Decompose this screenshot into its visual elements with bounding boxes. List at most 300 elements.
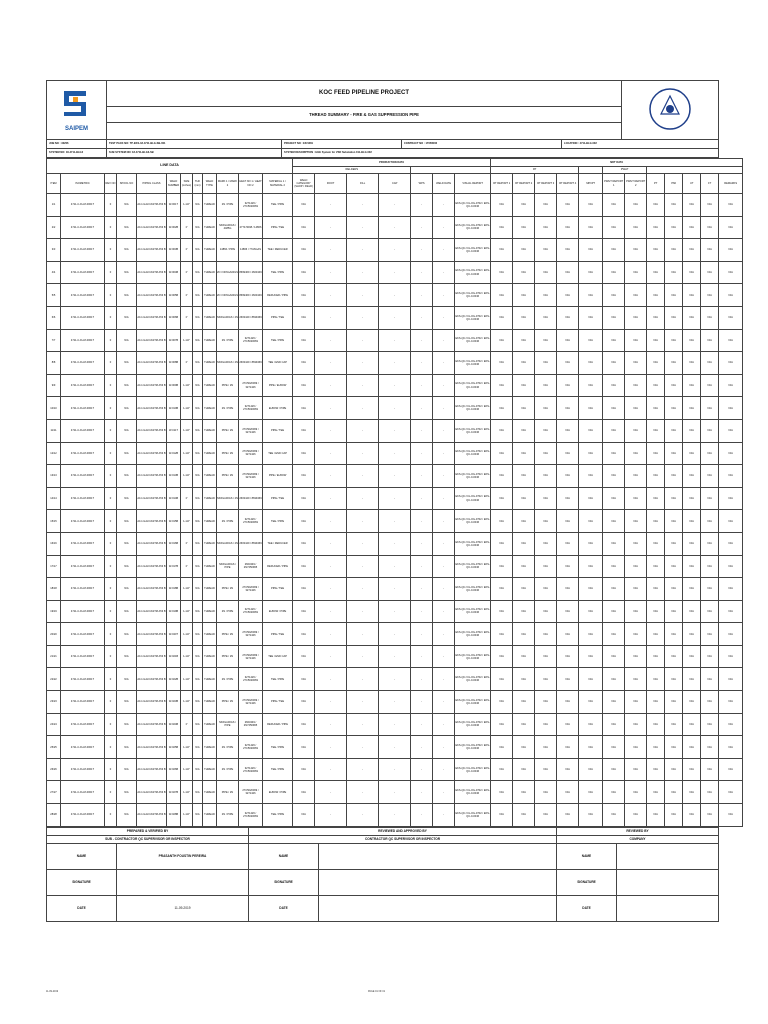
- cell-ndt-1: N/A: [513, 510, 535, 533]
- cell-rev: 0: [105, 442, 117, 465]
- cell-ndt-4: N/A: [579, 419, 603, 442]
- cell-ndt-9: N/A: [683, 713, 701, 736]
- cell-mark: PIPE / 2N: [217, 645, 239, 668]
- cell-mark: NK6GA00GS / PIPE: [217, 555, 239, 578]
- cell-ndt-8: N/A: [665, 713, 683, 736]
- cell-material: TEE / PIPE: [263, 510, 293, 533]
- cell-heat: 27C5020069 / 3271426: [239, 645, 263, 668]
- cell-production-2: -: [379, 465, 411, 488]
- cell-isometric: 4711-C-FH-8-0001T: [61, 397, 105, 420]
- cell-heat: 2603449 / 2N7450995: [239, 713, 263, 736]
- cell-ndt-0: N/A: [491, 758, 513, 781]
- cell-production-4: -: [433, 487, 455, 510]
- header-table: [46, 80, 719, 158]
- cell-ndt-6: N/A: [625, 623, 647, 646]
- cell-ndt-8: N/A: [665, 442, 683, 465]
- cell-production-1: -: [347, 532, 379, 555]
- cell-ndt-6: N/A: [625, 306, 647, 329]
- cell-rev: 0: [105, 216, 117, 239]
- cell-rev: 0: [105, 804, 117, 827]
- prepared-name: PRASANTH FOUSTIN PEREIRA: [117, 843, 249, 869]
- cell-weld-category: N/A: [293, 668, 315, 691]
- cell-ndt-1: N/A: [513, 736, 535, 759]
- reviewed-signature-label: SIGNATURE: [249, 869, 319, 895]
- cell-ndt-11: N/A: [719, 194, 743, 217]
- cell-ndt-7: N/A: [647, 736, 665, 759]
- cell-weld-number: W-013B: [167, 465, 181, 488]
- cell-ndt-11: N/A: [719, 645, 743, 668]
- cell-production-1: -: [347, 465, 379, 488]
- cell-ndt-10: N/A: [701, 487, 719, 510]
- cell-weld-type: THREAD: [203, 578, 217, 601]
- table-row: [47, 239, 743, 262]
- cell-weld-number: W-019B: [167, 600, 181, 623]
- cell-ndt-8: N/A: [665, 419, 683, 442]
- cell-production-0: -: [315, 487, 347, 510]
- cell-production-0: -: [315, 578, 347, 601]
- cell-visual: EKS-QC-VI-LOG-0702 / EKS-QC-0-0046: [455, 329, 491, 352]
- project-no: PROJECT NO : EF/1681: [282, 140, 402, 149]
- cell-weld-category: N/A: [293, 532, 315, 555]
- cell-ndt-10: N/A: [701, 758, 719, 781]
- col-mark: MARK 1 / MARK 2: [217, 174, 239, 194]
- cell-material: TEE / END CAP: [263, 442, 293, 465]
- cell-ndt-10: N/A: [701, 510, 719, 533]
- table-row: [47, 532, 743, 555]
- cell-ndt-1: N/A: [513, 419, 535, 442]
- cell-ndt-8: N/A: [665, 804, 683, 827]
- cell-isometric: 4711-C-FH-8-0001T: [61, 306, 105, 329]
- cell-ndt-1: N/A: [513, 713, 535, 736]
- cell-rev: 0: [105, 555, 117, 578]
- cell-production-2: -: [379, 691, 411, 714]
- cell-material: ELBOW / PIPE: [263, 397, 293, 420]
- cell-ndt-9: N/A: [683, 442, 701, 465]
- cell-production-0: -: [315, 194, 347, 217]
- cell-thk: N/A: [193, 600, 203, 623]
- cell-ndt-10: N/A: [701, 736, 719, 759]
- cell-item: 27/27: [47, 781, 61, 804]
- cell-ndt-11: N/A: [719, 465, 743, 488]
- cell-thk: N/A: [193, 532, 203, 555]
- cell-ndt-10: N/A: [701, 352, 719, 375]
- cell-ndt-0: N/A: [491, 487, 513, 510]
- cell-production-1: -: [347, 781, 379, 804]
- col-isometric: ISOMETRIC: [61, 174, 105, 194]
- cell-ndt-8: N/A: [665, 397, 683, 420]
- cell-ndt-7: N/A: [647, 374, 665, 397]
- cell-ndt-11: N/A: [719, 419, 743, 442]
- cell-ndt-9: N/A: [683, 668, 701, 691]
- cell-production-0: -: [315, 736, 347, 759]
- cell-spool: N/A: [117, 645, 137, 668]
- cell-production-2: -: [379, 194, 411, 217]
- cell-ndt-1: N/A: [513, 352, 535, 375]
- cell-visual: EKS-QC-VI-LOG-0702 / EKS-QC-0-0046: [455, 194, 491, 217]
- cell-ndt-0: N/A: [491, 555, 513, 578]
- cell-heat: 27C5020069 / 3271426: [239, 465, 263, 488]
- cell-ndt-6: N/A: [625, 465, 647, 488]
- cell-visual: EKS-QC-VI-LOG-0702 / EKS-QC-0-0046: [455, 600, 491, 623]
- cell-ndt-8: N/A: [665, 645, 683, 668]
- cell-thk: N/A: [193, 261, 203, 284]
- cell-ndt-4: N/A: [579, 555, 603, 578]
- cell-ndt-0: N/A: [491, 419, 513, 442]
- cell-weld-category: N/A: [293, 713, 315, 736]
- company-label: COMPANY: [557, 835, 719, 843]
- cell-weld-category: N/A: [293, 691, 315, 714]
- cell-mark: PIPE / 2N: [217, 419, 239, 442]
- col-mpi: MPI/PT: [579, 174, 603, 194]
- cell-heat: 27C5020069 / 3271426: [239, 442, 263, 465]
- cell-ndt-3: N/A: [557, 781, 579, 804]
- cell-spool: N/A: [117, 758, 137, 781]
- cell-spool: N/A: [117, 578, 137, 601]
- cell-ndt-4: N/A: [579, 397, 603, 420]
- cell-rev: 0: [105, 487, 117, 510]
- cell-weld-type: THREAD: [203, 329, 217, 352]
- cell-weld-category: N/A: [293, 374, 315, 397]
- cell-size: 1": [181, 284, 193, 307]
- cell-rev: 0: [105, 306, 117, 329]
- cell-ndt-1: N/A: [513, 600, 535, 623]
- cell-production-3: -: [411, 487, 433, 510]
- cell-thk: N/A: [193, 758, 203, 781]
- cell-mark: NK6GA00GS / PIPE: [217, 713, 239, 736]
- cell-production-3: -: [411, 465, 433, 488]
- cell-ndt-7: N/A: [647, 306, 665, 329]
- cell-production-0: -: [315, 216, 347, 239]
- cell-ndt-11: N/A: [719, 397, 743, 420]
- rt-header: RT: [491, 166, 579, 174]
- cell-ndt-8: N/A: [665, 623, 683, 646]
- cell-ndt-11: N/A: [719, 555, 743, 578]
- cell-spool: N/A: [117, 284, 137, 307]
- col-root: ROOT: [315, 174, 347, 194]
- cell-ndt-5: N/A: [603, 781, 625, 804]
- cell-production-1: -: [347, 713, 379, 736]
- cell-material: PIPE / TEE: [263, 487, 293, 510]
- thread-summary-table: [46, 158, 743, 827]
- cell-ndt-6: N/A: [625, 487, 647, 510]
- cell-material: PIPE / TEE: [263, 578, 293, 601]
- cell-mark: PIPE / 2N: [217, 465, 239, 488]
- table-row: [47, 510, 743, 533]
- cell-item: 1/1: [47, 194, 61, 217]
- cell-ndt-4: N/A: [579, 374, 603, 397]
- cell-material: TEE / PIPE: [263, 736, 293, 759]
- prepared-name-label: NAME: [47, 843, 117, 869]
- cell-weld-number: W-020T: [167, 623, 181, 646]
- cell-piping-class: A1C-GALV/ASTM A53 B: [137, 194, 167, 217]
- cell-piping-class: A1C-GALV/ASTM A53 B: [137, 397, 167, 420]
- col-rt1: RT REPORT 1: [491, 174, 513, 194]
- cell-ndt-9: N/A: [683, 397, 701, 420]
- cell-isometric: 4711-C-FH-8-0001T: [61, 419, 105, 442]
- cell-production-3: -: [411, 194, 433, 217]
- cell-ndt-1: N/A: [513, 261, 535, 284]
- cell-ndt-6: N/A: [625, 532, 647, 555]
- cell-thk: N/A: [193, 465, 203, 488]
- cell-item: 21/21: [47, 645, 61, 668]
- cell-ndt-7: N/A: [647, 465, 665, 488]
- cell-ndt-2: N/A: [535, 239, 557, 262]
- table-row: [47, 442, 743, 465]
- cell-ndt-1: N/A: [513, 781, 535, 804]
- cell-material: TEE / PIPE: [263, 261, 293, 284]
- cell-isometric: 4711-C-FH-8-0001T: [61, 691, 105, 714]
- cell-ndt-8: N/A: [665, 239, 683, 262]
- cell-ndt-2: N/A: [535, 510, 557, 533]
- cell-isometric: 4711-C-FH-8-0001T: [61, 284, 105, 307]
- cell-ndt-6: N/A: [625, 645, 647, 668]
- company-name: SAIPEM: [64, 126, 88, 132]
- cell-item: 13/13: [47, 465, 61, 488]
- cell-ndt-0: N/A: [491, 442, 513, 465]
- cell-ndt-9: N/A: [683, 623, 701, 646]
- cell-item: 22/22: [47, 668, 61, 691]
- cell-thk: N/A: [193, 374, 203, 397]
- document-sheet: [46, 80, 738, 922]
- project-title: KOC FEED PIPELINE PROJECT: [107, 81, 622, 107]
- table-row: [47, 261, 743, 284]
- cell-piping-class: A1C-GALV/ASTM A53 B: [137, 487, 167, 510]
- cell-ndt-3: N/A: [557, 352, 579, 375]
- cell-rev: 0: [105, 239, 117, 262]
- print-date: 11-09-2019: [46, 990, 59, 993]
- cell-ndt-5: N/A: [603, 284, 625, 307]
- cell-ndt-4: N/A: [579, 216, 603, 239]
- col-pwht2: PWHT REPORT 2: [625, 174, 647, 194]
- cell-ndt-9: N/A: [683, 736, 701, 759]
- cell-item: 18/18: [47, 578, 61, 601]
- cell-production-2: -: [379, 216, 411, 239]
- client-logo: [622, 81, 719, 140]
- cell-thk: N/A: [193, 555, 203, 578]
- welders-header: WELDERS: [293, 166, 411, 174]
- cell-mark: 2N / PIPE: [217, 804, 239, 827]
- cell-ndt-7: N/A: [647, 645, 665, 668]
- cell-production-4: -: [433, 442, 455, 465]
- cell-ndt-5: N/A: [603, 645, 625, 668]
- cell-ndt-3: N/A: [557, 487, 579, 510]
- cell-ndt-2: N/A: [535, 284, 557, 307]
- cell-production-0: -: [315, 555, 347, 578]
- cell-piping-class: A1C-GALV/ASTM A53 B: [137, 781, 167, 804]
- cell-ndt-10: N/A: [701, 284, 719, 307]
- cell-ndt-9: N/A: [683, 329, 701, 352]
- cell-weld-number: W-017B: [167, 555, 181, 578]
- cell-ndt-3: N/A: [557, 713, 579, 736]
- cell-ndt-1: N/A: [513, 216, 535, 239]
- cell-spool: N/A: [117, 510, 137, 533]
- system-description: SYSTEM DESCRIPTION : HGE System for VSD Substation 011-BLG-002: [282, 149, 719, 158]
- cell-rev: 0: [105, 781, 117, 804]
- cell-thk: N/A: [193, 419, 203, 442]
- cell-size: 1": [181, 352, 193, 375]
- cell-ndt-4: N/A: [579, 352, 603, 375]
- cell-ndt-0: N/A: [491, 668, 513, 691]
- cell-visual: EKS-QC-VI-LOG-0702 / EKS-QC-0-0046: [455, 487, 491, 510]
- cell-ndt-7: N/A: [647, 713, 665, 736]
- cell-mark: 2N / NK6GA00GS: [217, 261, 239, 284]
- cell-ndt-2: N/A: [535, 442, 557, 465]
- job-no: JOB NO : 32206: [47, 140, 107, 149]
- cell-material: TEE / PIPE: [263, 668, 293, 691]
- cell-ndt-0: N/A: [491, 329, 513, 352]
- cell-weld-type: THREAD: [203, 284, 217, 307]
- cell-production-1: -: [347, 374, 379, 397]
- cell-ndt-9: N/A: [683, 194, 701, 217]
- cell-weld-type: THREAD: [203, 261, 217, 284]
- cell-production-3: -: [411, 713, 433, 736]
- cell-size: 1-1/2": [181, 758, 193, 781]
- test-pack-no: TEST PACK NO: TP-EKS-18-4711-BLG-SB-001: [107, 140, 282, 149]
- cell-ndt-3: N/A: [557, 623, 579, 646]
- cell-ndt-3: N/A: [557, 194, 579, 217]
- col-heat: HEAT NO 1 / HEAT NO 2: [239, 174, 263, 194]
- cell-weld-number: W-011T: [167, 419, 181, 442]
- cell-mark: NK6GA00GS / 2N: [217, 487, 239, 510]
- col-spool: SPOOL NO: [117, 174, 137, 194]
- cell-production-4: -: [433, 781, 455, 804]
- cell-ndt-3: N/A: [557, 465, 579, 488]
- cell-thk: N/A: [193, 239, 203, 262]
- cell-weld-type: THREAD: [203, 239, 217, 262]
- cell-ndt-3: N/A: [557, 510, 579, 533]
- cell-visual: EKS-QC-VI-LOG-0702 / EKS-QC-0-0046: [455, 510, 491, 533]
- cell-production-2: -: [379, 306, 411, 329]
- cell-material: TEE / PIPE: [263, 804, 293, 827]
- cell-visual: EKS-QC-VI-LOG-0702 / EKS-QC-0-0046: [455, 352, 491, 375]
- cell-ndt-11: N/A: [719, 758, 743, 781]
- cell-ndt-11: N/A: [719, 713, 743, 736]
- cell-ndt-4: N/A: [579, 329, 603, 352]
- cell-production-1: -: [347, 352, 379, 375]
- cell-production-3: -: [411, 419, 433, 442]
- cell-ndt-8: N/A: [665, 261, 683, 284]
- cell-heat: 3271426 / 27C5020069: [239, 329, 263, 352]
- cell-item: 15/15: [47, 510, 61, 533]
- cell-ndt-3: N/A: [557, 532, 579, 555]
- cell-ndt-4: N/A: [579, 261, 603, 284]
- cell-ndt-1: N/A: [513, 645, 535, 668]
- cell-production-1: -: [347, 600, 379, 623]
- cell-ndt-4: N/A: [579, 804, 603, 827]
- cell-spool: N/A: [117, 804, 137, 827]
- table-row: [47, 352, 743, 375]
- cell-ndt-6: N/A: [625, 804, 647, 827]
- cell-ndt-5: N/A: [603, 600, 625, 623]
- cell-thk: N/A: [193, 487, 203, 510]
- cell-spool: N/A: [117, 713, 137, 736]
- cell-ndt-8: N/A: [665, 781, 683, 804]
- cell-production-1: -: [347, 758, 379, 781]
- cell-production-3: -: [411, 397, 433, 420]
- cell-rev: 0: [105, 600, 117, 623]
- cell-weld-type: THREAD: [203, 668, 217, 691]
- cell-ndt-5: N/A: [603, 216, 625, 239]
- cell-ndt-4: N/A: [579, 713, 603, 736]
- cell-weld-category: N/A: [293, 781, 315, 804]
- cell-mark: 2N / PIPE: [217, 510, 239, 533]
- cell-ndt-4: N/A: [579, 510, 603, 533]
- cell-ndt-5: N/A: [603, 239, 625, 262]
- cell-weld-number: W-009B: [167, 374, 181, 397]
- cell-weld-number: W-002B: [167, 216, 181, 239]
- cell-ndt-6: N/A: [625, 713, 647, 736]
- cell-ndt-11: N/A: [719, 374, 743, 397]
- cell-isometric: 4711-C-FH-8-0001T: [61, 668, 105, 691]
- cell-ndt-9: N/A: [683, 645, 701, 668]
- col-weld-type: WELD TYPE: [203, 174, 217, 194]
- cell-ndt-8: N/A: [665, 216, 683, 239]
- cell-production-4: -: [433, 600, 455, 623]
- cell-piping-class: A1C-GALV/ASTM A53 B: [137, 578, 167, 601]
- cell-ndt-7: N/A: [647, 261, 665, 284]
- cell-ndt-7: N/A: [647, 555, 665, 578]
- cell-ndt-5: N/A: [603, 397, 625, 420]
- cell-production-4: -: [433, 261, 455, 284]
- cell-ndt-7: N/A: [647, 329, 665, 352]
- cell-production-0: -: [315, 284, 347, 307]
- cell-item: 24/24: [47, 713, 61, 736]
- cell-visual: EKS-QC-VI-LOG-0702 / EKS-QC-0-0046: [455, 781, 491, 804]
- reviewed-header: REVIEWED AND APPROVED BY: [249, 827, 557, 835]
- cell-production-1: -: [347, 555, 379, 578]
- cell-weld-number: W-026B: [167, 758, 181, 781]
- cell-item: 8/8: [47, 352, 61, 375]
- cell-production-4: -: [433, 532, 455, 555]
- col-size: SIZE (inches): [181, 174, 193, 194]
- cell-isometric: 4711-C-FH-8-0001T: [61, 261, 105, 284]
- cell-production-2: -: [379, 645, 411, 668]
- cell-production-3: -: [411, 804, 433, 827]
- cell-isometric: 4711-C-FH-8-0001T: [61, 442, 105, 465]
- cell-ndt-10: N/A: [701, 691, 719, 714]
- cell-ndt-0: N/A: [491, 374, 513, 397]
- table-row: [47, 600, 743, 623]
- cell-ndt-1: N/A: [513, 329, 535, 352]
- cell-thk: N/A: [193, 804, 203, 827]
- cell-ndt-0: N/A: [491, 645, 513, 668]
- table-row: [47, 691, 743, 714]
- cell-piping-class: A1C-GALV/ASTM A53 B: [137, 510, 167, 533]
- cell-production-4: -: [433, 668, 455, 691]
- cell-spool: N/A: [117, 465, 137, 488]
- cell-ndt-5: N/A: [603, 374, 625, 397]
- cell-production-2: -: [379, 578, 411, 601]
- cell-size: 1-1/2": [181, 194, 193, 217]
- cell-weld-type: THREAD: [203, 465, 217, 488]
- cell-item: 23/23: [47, 691, 61, 714]
- cell-ndt-11: N/A: [719, 781, 743, 804]
- cell-weld-category: N/A: [293, 804, 315, 827]
- cell-weld-number: W-001T: [167, 194, 181, 217]
- cell-material: ELBOW / PIPE: [263, 600, 293, 623]
- cell-production-0: -: [315, 442, 347, 465]
- cell-thk: N/A: [193, 736, 203, 759]
- cell-item: 6/6: [47, 306, 61, 329]
- cell-visual: EKS-QC-VI-LOG-0702 / EKS-QC-0-0046: [455, 465, 491, 488]
- cell-production-2: -: [379, 329, 411, 352]
- cell-mark: 2N / PIPE: [217, 600, 239, 623]
- cell-mark: PIPE / 2N: [217, 691, 239, 714]
- cell-production-3: -: [411, 374, 433, 397]
- saipem-logo-icon: [57, 89, 97, 127]
- cell-ndt-3: N/A: [557, 758, 579, 781]
- cell-ndt-9: N/A: [683, 465, 701, 488]
